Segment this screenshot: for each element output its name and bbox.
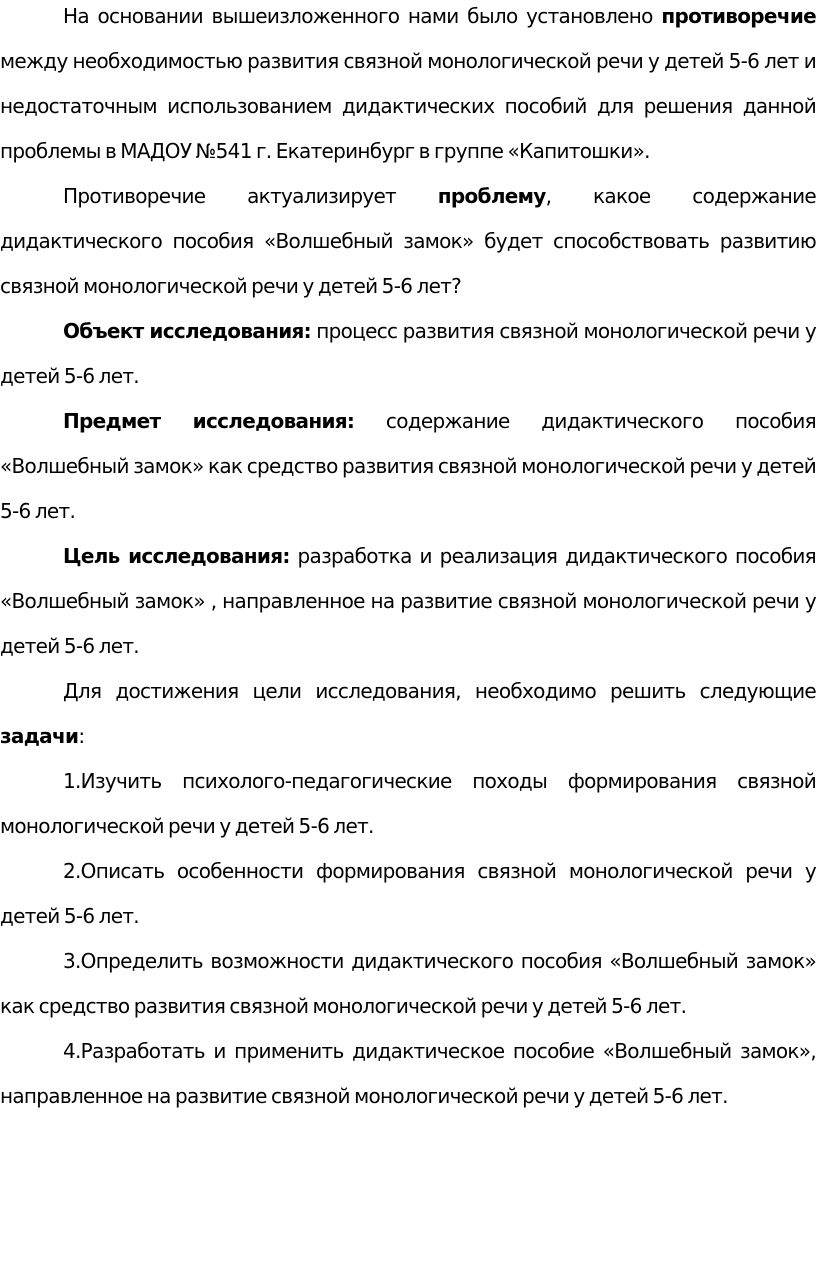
task-item-2: 2.Описать особенности формирования связной монологической речи у детей 5-6 лет. — [0, 859, 816, 928]
research-subject-text: содержание дидактического пособия «Волшебный замок» как средство развития связной монологической речи у детей 5-6 лет. — [0, 409, 816, 523]
tasks-term: задачи — [0, 724, 79, 748]
task-item-3: 3.Определить возможности дидактического пособия «Волшебный замок» как средство развития связной монологической речи у детей 5-6 лет. — [0, 949, 816, 1018]
contradiction-paragraph — [0, 0, 816, 174]
problem-text-start: Противоречие актуализирует — [63, 184, 438, 208]
tasks-intro-paragraph — [0, 669, 816, 759]
contradiction-text-end: между необходимостью развития связной монологической речи у детей 5-6 лет и недостаточным использованием дидактических пособий для решения данной проблемы в МАДОУ №541 г. Екатеринбург в группе «Капитошки». — [0, 49, 816, 163]
research-object-text: процесс развития связной монологической речи у детей 5-6 лет. — [0, 319, 816, 388]
contradiction-text-start: На основании вышеизложенного нами было установлено — [63, 4, 662, 28]
problem-paragraph — [0, 174, 816, 309]
research-object-label: Объект исследования: — [63, 319, 311, 343]
contradiction-term: противоречие — [661, 4, 816, 28]
research-subject-label: Предмет исследования: — [63, 409, 355, 433]
research-goal-label: Цель исследования: — [63, 544, 290, 568]
tasks-intro-text: Для достижения цели исследования, необходимо решить следующие — [63, 679, 816, 703]
task-item-1: 1.Изучить психолого-педагогические походы формирования связной монологической речи у детей 5-6 лет. — [0, 769, 816, 838]
problem-text-end: , какое содержание дидактического пособия «Волшебный замок» будет способствовать развитию связной монологической речи у детей 5-6 лет? — [0, 184, 816, 298]
research-object-paragraph — [0, 309, 816, 399]
tasks-intro-colon: : — [78, 724, 85, 748]
problem-term: проблему — [437, 184, 546, 208]
research-subject-paragraph — [0, 399, 816, 534]
research-goal-paragraph — [0, 534, 816, 669]
research-goal-text: разработка и реализация дидактического пособия «Волшебный замок» , направленное на развитие связной монологической речи у детей 5-6 лет. — [0, 544, 816, 658]
task-item-4: 4.Разработать и применить дидактическое пособие «Волшебный замок», направленное на развитие связной монологической речи у детей 5-6 лет. — [0, 1039, 816, 1108]
